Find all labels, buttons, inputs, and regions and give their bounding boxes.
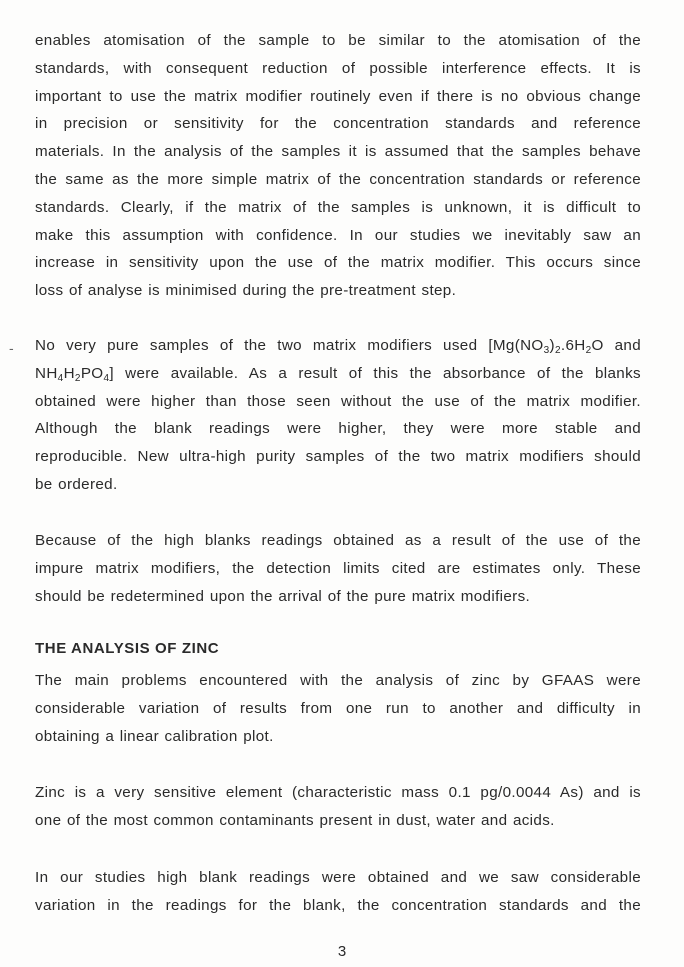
text-line: be ordered. bbox=[35, 475, 118, 493]
text-line-formula bbox=[35, 332, 641, 360]
text-segment: NH bbox=[35, 364, 58, 382]
text-segment: ] were available. As a result of this the absorbance of the blanks bbox=[109, 364, 641, 382]
text-line: obtained were higher than those seen without the use of the matrix modifier. bbox=[35, 392, 641, 410]
text-line: variation in the readings for the blank, the concentration standards and the bbox=[35, 896, 641, 914]
text-line: one of the most common contaminants present in dust, water and acids. bbox=[35, 811, 555, 829]
text-segment: .6H bbox=[560, 337, 586, 354]
section-heading: THE ANALYSIS OF ZINC bbox=[35, 640, 220, 657]
subscript: 2 bbox=[554, 345, 561, 356]
text-segment: PO bbox=[80, 364, 104, 382]
text-line: standards. Clearly, if the matrix of the samples is unknown, it is difficult to bbox=[35, 198, 641, 216]
text-line: obtaining a linear calibration plot. bbox=[35, 727, 274, 745]
paragraph-zinc-problems bbox=[35, 667, 641, 750]
subscript: 3 bbox=[543, 345, 550, 356]
text-line: standards, with consequent reduction of possible interference effects. It is bbox=[35, 59, 641, 77]
text-line: increase in sensitivity upon the use of the matrix modifier. This occurs since bbox=[35, 254, 641, 272]
text-line: in precision or sensitivity for the concentration standards and reference bbox=[35, 115, 641, 133]
paragraph-matrix-modifier-effects bbox=[35, 27, 641, 305]
paragraph-blank-readings bbox=[35, 864, 641, 920]
text-segment: H bbox=[63, 364, 75, 382]
subscript: 4 bbox=[57, 372, 64, 384]
text-line-formula bbox=[35, 360, 641, 388]
paragraph-matrix-modifier-purity bbox=[35, 332, 641, 499]
text-line: reproducible. New ultra-high purity samples of the two matrix modifiers should bbox=[35, 448, 641, 466]
text-line: important to use the matrix modifier routinely even if there is no obvious change bbox=[35, 87, 641, 105]
text-line: Zinc is a very sensitive element (characteristic mass 0.1 pg/0.0044 As) and is bbox=[35, 784, 641, 801]
text-line: The main problems encountered with the analysis of zinc by GFAAS were bbox=[35, 672, 641, 689]
paragraph-detection-limits bbox=[35, 527, 641, 610]
page-number: 3 bbox=[337, 943, 347, 960]
text-line: the same as the more simple matrix of the concentration standards or reference bbox=[35, 170, 641, 188]
text-line: loss of analyse is minimised during the pre-treatment step. bbox=[35, 282, 457, 300]
text-segment: No very pure samples of the two matrix modifiers used [Mg(NO bbox=[35, 337, 544, 354]
text-line: make this assumption with confidence. In our studies we inevitably saw an bbox=[35, 226, 641, 244]
subscript: 2 bbox=[74, 372, 81, 384]
text-line: should be redetermined upon the arrival of the pure matrix modifiers. bbox=[35, 587, 531, 605]
text-line: considerable variation of results from one run to another and difficulty in bbox=[35, 699, 641, 717]
text-line: Because of the high blanks readings obtained as a result of the use of the bbox=[35, 532, 641, 549]
text-line: In our studies high blank readings were obtained and we saw considerable bbox=[35, 869, 641, 886]
text-line: Although the blank readings were higher, they were more stable and bbox=[35, 420, 641, 438]
text-line: materials. In the analysis of the samples it is assumed that the samples behave bbox=[35, 143, 641, 161]
text-segment: ) bbox=[549, 337, 555, 354]
paragraph-zinc-sensitivity bbox=[35, 779, 641, 835]
text-segment: O and bbox=[591, 337, 641, 354]
subscript: 4 bbox=[103, 372, 110, 384]
text-line: enables atomisation of the sample to be similar to the atomisation of the bbox=[35, 32, 641, 49]
text-line: impure matrix modifiers, the detection limits cited are estimates only. These bbox=[35, 559, 641, 577]
subscript: 2 bbox=[585, 345, 592, 356]
margin-mark: - bbox=[9, 340, 14, 356]
